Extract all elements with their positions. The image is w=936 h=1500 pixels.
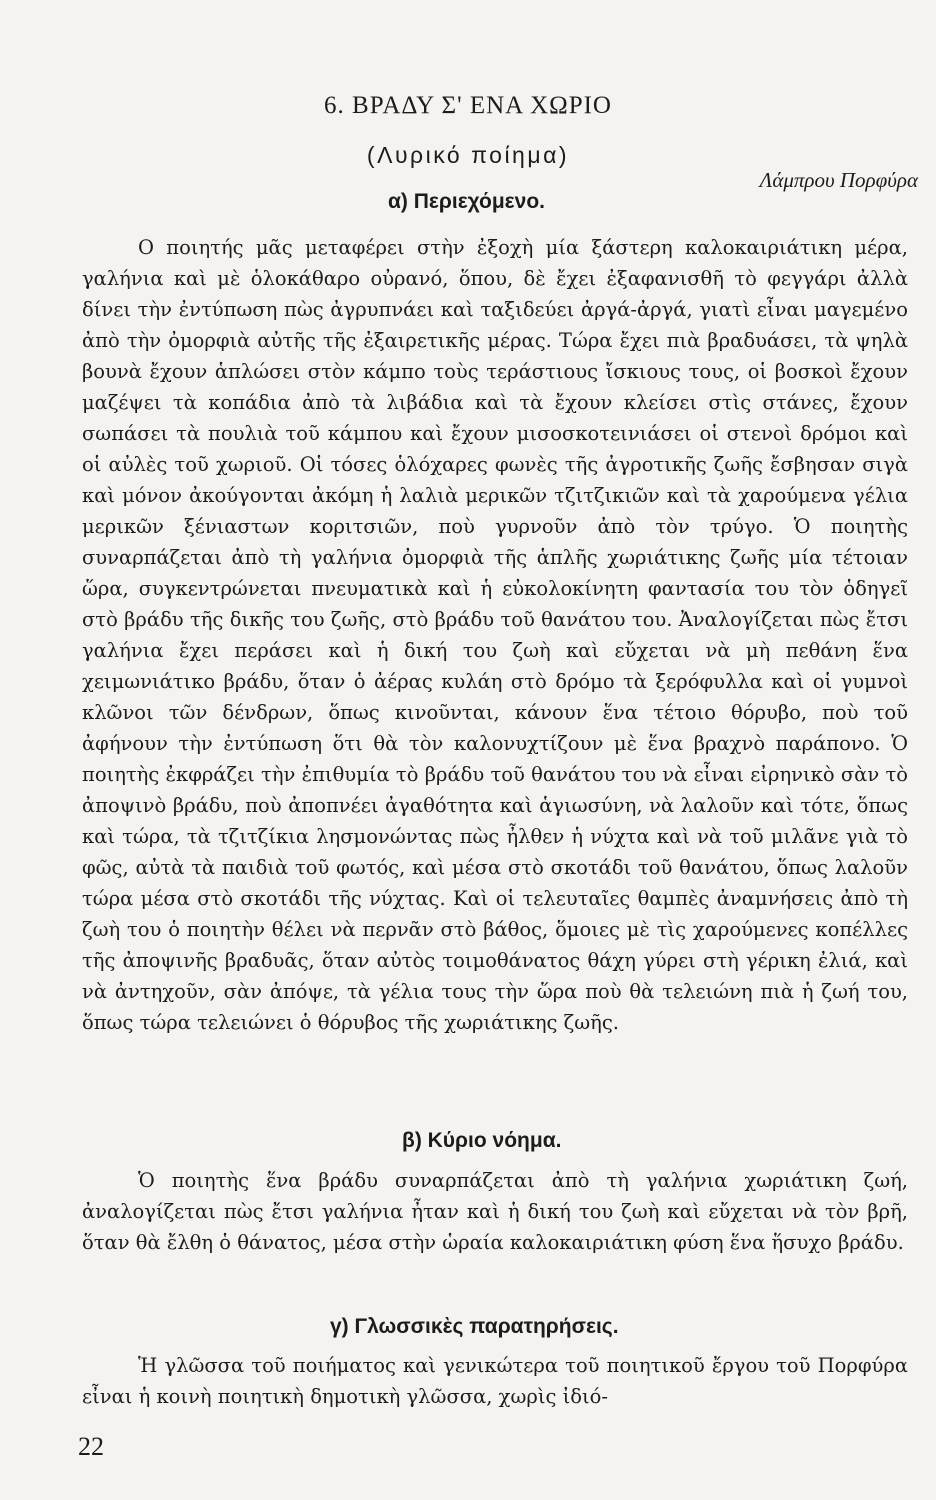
section-text-language-notes: Ἡ γλῶσσα τοῦ ποιήματος καὶ γενικώτερα τοῦ ποιητικοῦ ἔργου τοῦ Πορφύρα εἶναι ἡ κοινὴ ποιητικὴ δημοτικὴ γλῶσσα, χωρὶς ἰδιό- xyxy=(82,1354,908,1408)
author-name: Λάμπρου Πορφύρα xyxy=(759,168,918,192)
section-heading-language-notes: γ) Γλωσσικὲς παρατηρήσεις. xyxy=(330,1315,619,1338)
section-text-main-idea: Ὁ ποιητὴς ἕνα βράδυ συναρπάζεται ἀπὸ τὴ γαλήνια χωριάτικη ζωή, ἀναλογίζεται πὼς ἔτσι γαλήνια ἦταν καὶ ἡ δική του ζωὴ καὶ εὔχεται νὰ τὸν βρῆ, ὅταν θὰ ἔλθη ὁ θάνατος, μέσα στὴν ὡραία καλοκαιριάτικη φύση ἕνα ἥσυχο βράδυ. xyxy=(82,1169,908,1254)
section-text-content: Ο ποιητής μᾶς μεταφέρει στὴν ἐξοχὴ μία ξάστερη καλοκαιριάτικη μέρα, γαλήνια καὶ μὲ ὁλοκάθαρο οὐρανό, ὅπου, δὲ ἔχει ἐξαφανισθῆ τὸ φεγγάρι ἀλλὰ δίνει τὴν ἐντύπωση πὼς ἀγρυπνάει καὶ ταξιδεύει ἀργά-ἀργά, γιατὶ εἶναι μαγεμένο ἀπὸ τὴν ὀμορφιὰ αὐτῆς τῆς ἐξαιρετικῆς μέρας. Τώρα ἔχει πιὰ βραδυάσει, τὰ ψηλὰ βουνὰ ἔχουν ἁπλώσει στὸν κάμπο τοὺς τεράστιους ἴσκιους τους, οἱ βοσκοὶ ἔχουν μαζέψει τὰ κοπάδια ἀπὸ τὰ λιβάδια καὶ τὰ ἔχουν κλείσει στὶς στάνες, ἔχουν σωπάσει τὰ πουλιὰ τοῦ κάμπου καὶ ἔχουν μισοσκοτεινιάσει οἱ στενοὶ δρόμοι καὶ οἱ αὐλὲς τοῦ χωριοῦ. Οἱ τόσες ὁλόχαρες φωνὲς τῆς ἀγροτικῆς ζωῆς ἔσβησαν σιγὰ καὶ μόνον ἀκούγονται ἀκόμη ἡ λαλιὰ μερικῶν τζιτζικιῶν καὶ τὰ χαρούμενα γέλια μερικῶν ξένιαστων κοριτσιῶν, ποὺ γυρνοῦν ἀπὸ τὸν τρύγο. Ὁ ποιητὴς συναρπάζεται ἀπὸ τὴ γαλήνια ὀμορφιὰ τῆς ἁπλῆς χωριάτικης ζωῆς μία τέτοιαν ὥρα, συγκεντρώνεται πνευματικὰ καὶ ἡ εὐκολοκίνητη φαντασία του τὸν ὁδηγεῖ στὸ βράδυ τῆς δικῆς του ζωῆς, στὸ βράδυ τοῦ θανάτου του. Ἀναλογίζεται πὼς ἔτσι γαλήνια ἔχει περάσει καὶ ἡ δική του ζωὴ καὶ εὔχεται νὰ μὴ πεθάνη ἕνα χειμωνιάτικο βράδυ, ὅταν ὁ ἀέρας κυλάη στὸ δρόμο τὰ ξερόφυλλα καὶ οἱ γυμνοὶ κλῶνοι τῶν δένδρων, ὅπως κινοῦνται, κάνουν ἕνα τέτοιο θόρυβο, ποὺ τοῦ ἀφήνουν τὴν ἐντύπωση ὅτι θὰ τὸν καλονυχτίζουν μὲ ἕνα βραχνὸ παράπονο. Ὁ ποιητὴς ἐκφράζει τὴν ἐπιθυμία τὸ βράδυ τοῦ θανάτου του νὰ εἶναι εἰρηνικὸ σὰν τὸ ἀποψινὸ βράδυ, ποὺ ἀποπνέει ἀγαθότητα καὶ ἁγιωσύνη, νὰ λαλοῦν καὶ τότε, ὅπως καὶ τώρα, τὰ τζιτζίκια λησμονώντας πὼς ἦλθεν ἡ νύχτα καὶ νὰ τοῦ μιλᾶνε γιὰ τὸ φῶς, αὐτὰ τὰ παιδιὰ τοῦ φωτός, καὶ μέσα στὸ σκοτάδι τοῦ θανάτου, ὅπως λαλοῦν τώρα μέσα στὸ σκοτάδι τῆς νύχτας. Καὶ οἱ τελευταῖες θαμπὲς ἀναμνήσεις ἀπὸ τὴ ζωὴ του ὁ ποιητὴν θέλει νὰ περνᾶν στὸ βάθος, ὅμοιες μὲ τὶς χαρούμενες κοπέλλες τῆς ἀποψινῆς βραδυᾶς, ὅταν αὐτὸς τοιμοθάνατος θάχη γύρει στὴ γέρικη ἐλιά, καὶ νὰ ἀντηχοῦν, σὰν ἀπόψε, τὰ γέλια τους τὴν ὥρα ποὺ θὰ τελειώνη πιὰ ἡ ζωή του, ὅπως τώρα τελειώνει ὁ θόρυβος τῆς χωριάτικης ζωῆς. xyxy=(82,236,908,1034)
subtitle: (Λυρικό ποίημα) xyxy=(366,142,570,168)
section-heading-main-idea: β) Κύριο νόημα. xyxy=(402,1129,562,1152)
chapter-title: 6. ΒΡΑΔΥ Σ' ΕΝΑ ΧΩΡΙΟ xyxy=(324,92,612,119)
section-heading-content: α) Περιεχόμενο. xyxy=(388,190,545,213)
page-number: 22 xyxy=(78,1432,104,1461)
